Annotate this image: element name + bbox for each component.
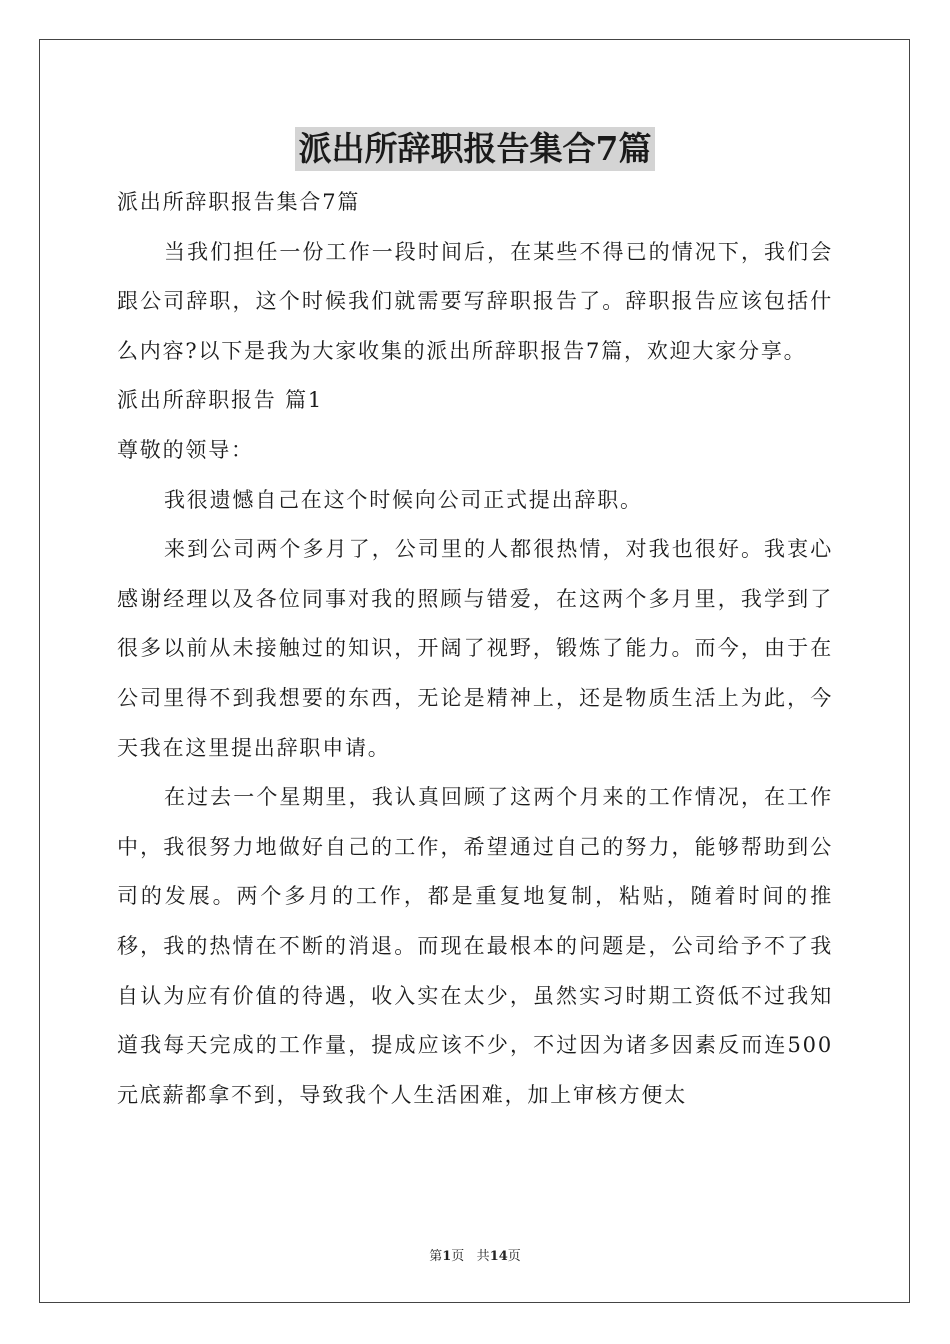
section-heading: 派出所辞职报告 篇1 (117, 388, 324, 413)
intro-paragraph: 当我们担任一份工作一段时间后，在某些不得已的情况下，我们会跟公司辞职，这个时候我们就需要写辞职报告了。辞职报告应该包括什么内容?以下是我为大家收集的派出所辞职报告7篇，欢迎大家分享。 (117, 239, 833, 363)
document-title: 派出所辞职报告集合7篇 (295, 127, 656, 171)
document-body (117, 178, 833, 1120)
total-pages: 14 (489, 1249, 508, 1264)
body-paragraph: 在过去一个星期里，我认真回顾了这两个月来的工作情况，在工作中，我很努力地做好自己的工作，希望通过自己的努力，能够帮助到公司的发展。两个多月的工作，都是重复地复制，粘贴，随着时间的推移，我的热情在不断的消退。而现在最根本的问题是，公司给予不了我自认为应有价值的待遇，收入实在太少，虽然实习时期工资低不过我知道我每天完成的工作量，提成应该不少，不过因为诸多因素反而连500元底薪都拿不到，导致我个人生活困难，加上审核方便太 (117, 785, 833, 1107)
document-subtitle: 派出所辞职报告集合7篇 (117, 190, 361, 214)
total-prefix: 共 (476, 1249, 490, 1264)
title-area (0, 127, 950, 171)
page-number: 1 (442, 1249, 452, 1264)
salutation: 尊敬的领导： (117, 437, 254, 462)
body-paragraph: 来到公司两个多月了，公司里的人都很热情，对我也很好。我衷心感谢经理以及各位同事对我的照顾与错爱，在这两个多月里，我学到了很多以前从未接触过的知识，开阔了视野，锻炼了能力。而今，由于在公司里得不到我想要的东西，无论是精神上，还是物质生活上为此，今天我在这里提出辞职申请。 (117, 537, 833, 760)
page-prefix: 第 (429, 1249, 443, 1264)
page-suffix: 页 (451, 1249, 465, 1264)
body-paragraph: 我很遗憾自己在这个时候向公司正式提出辞职。 (164, 487, 643, 512)
total-suffix: 页 (507, 1249, 521, 1264)
page-footer (0, 1245, 950, 1264)
